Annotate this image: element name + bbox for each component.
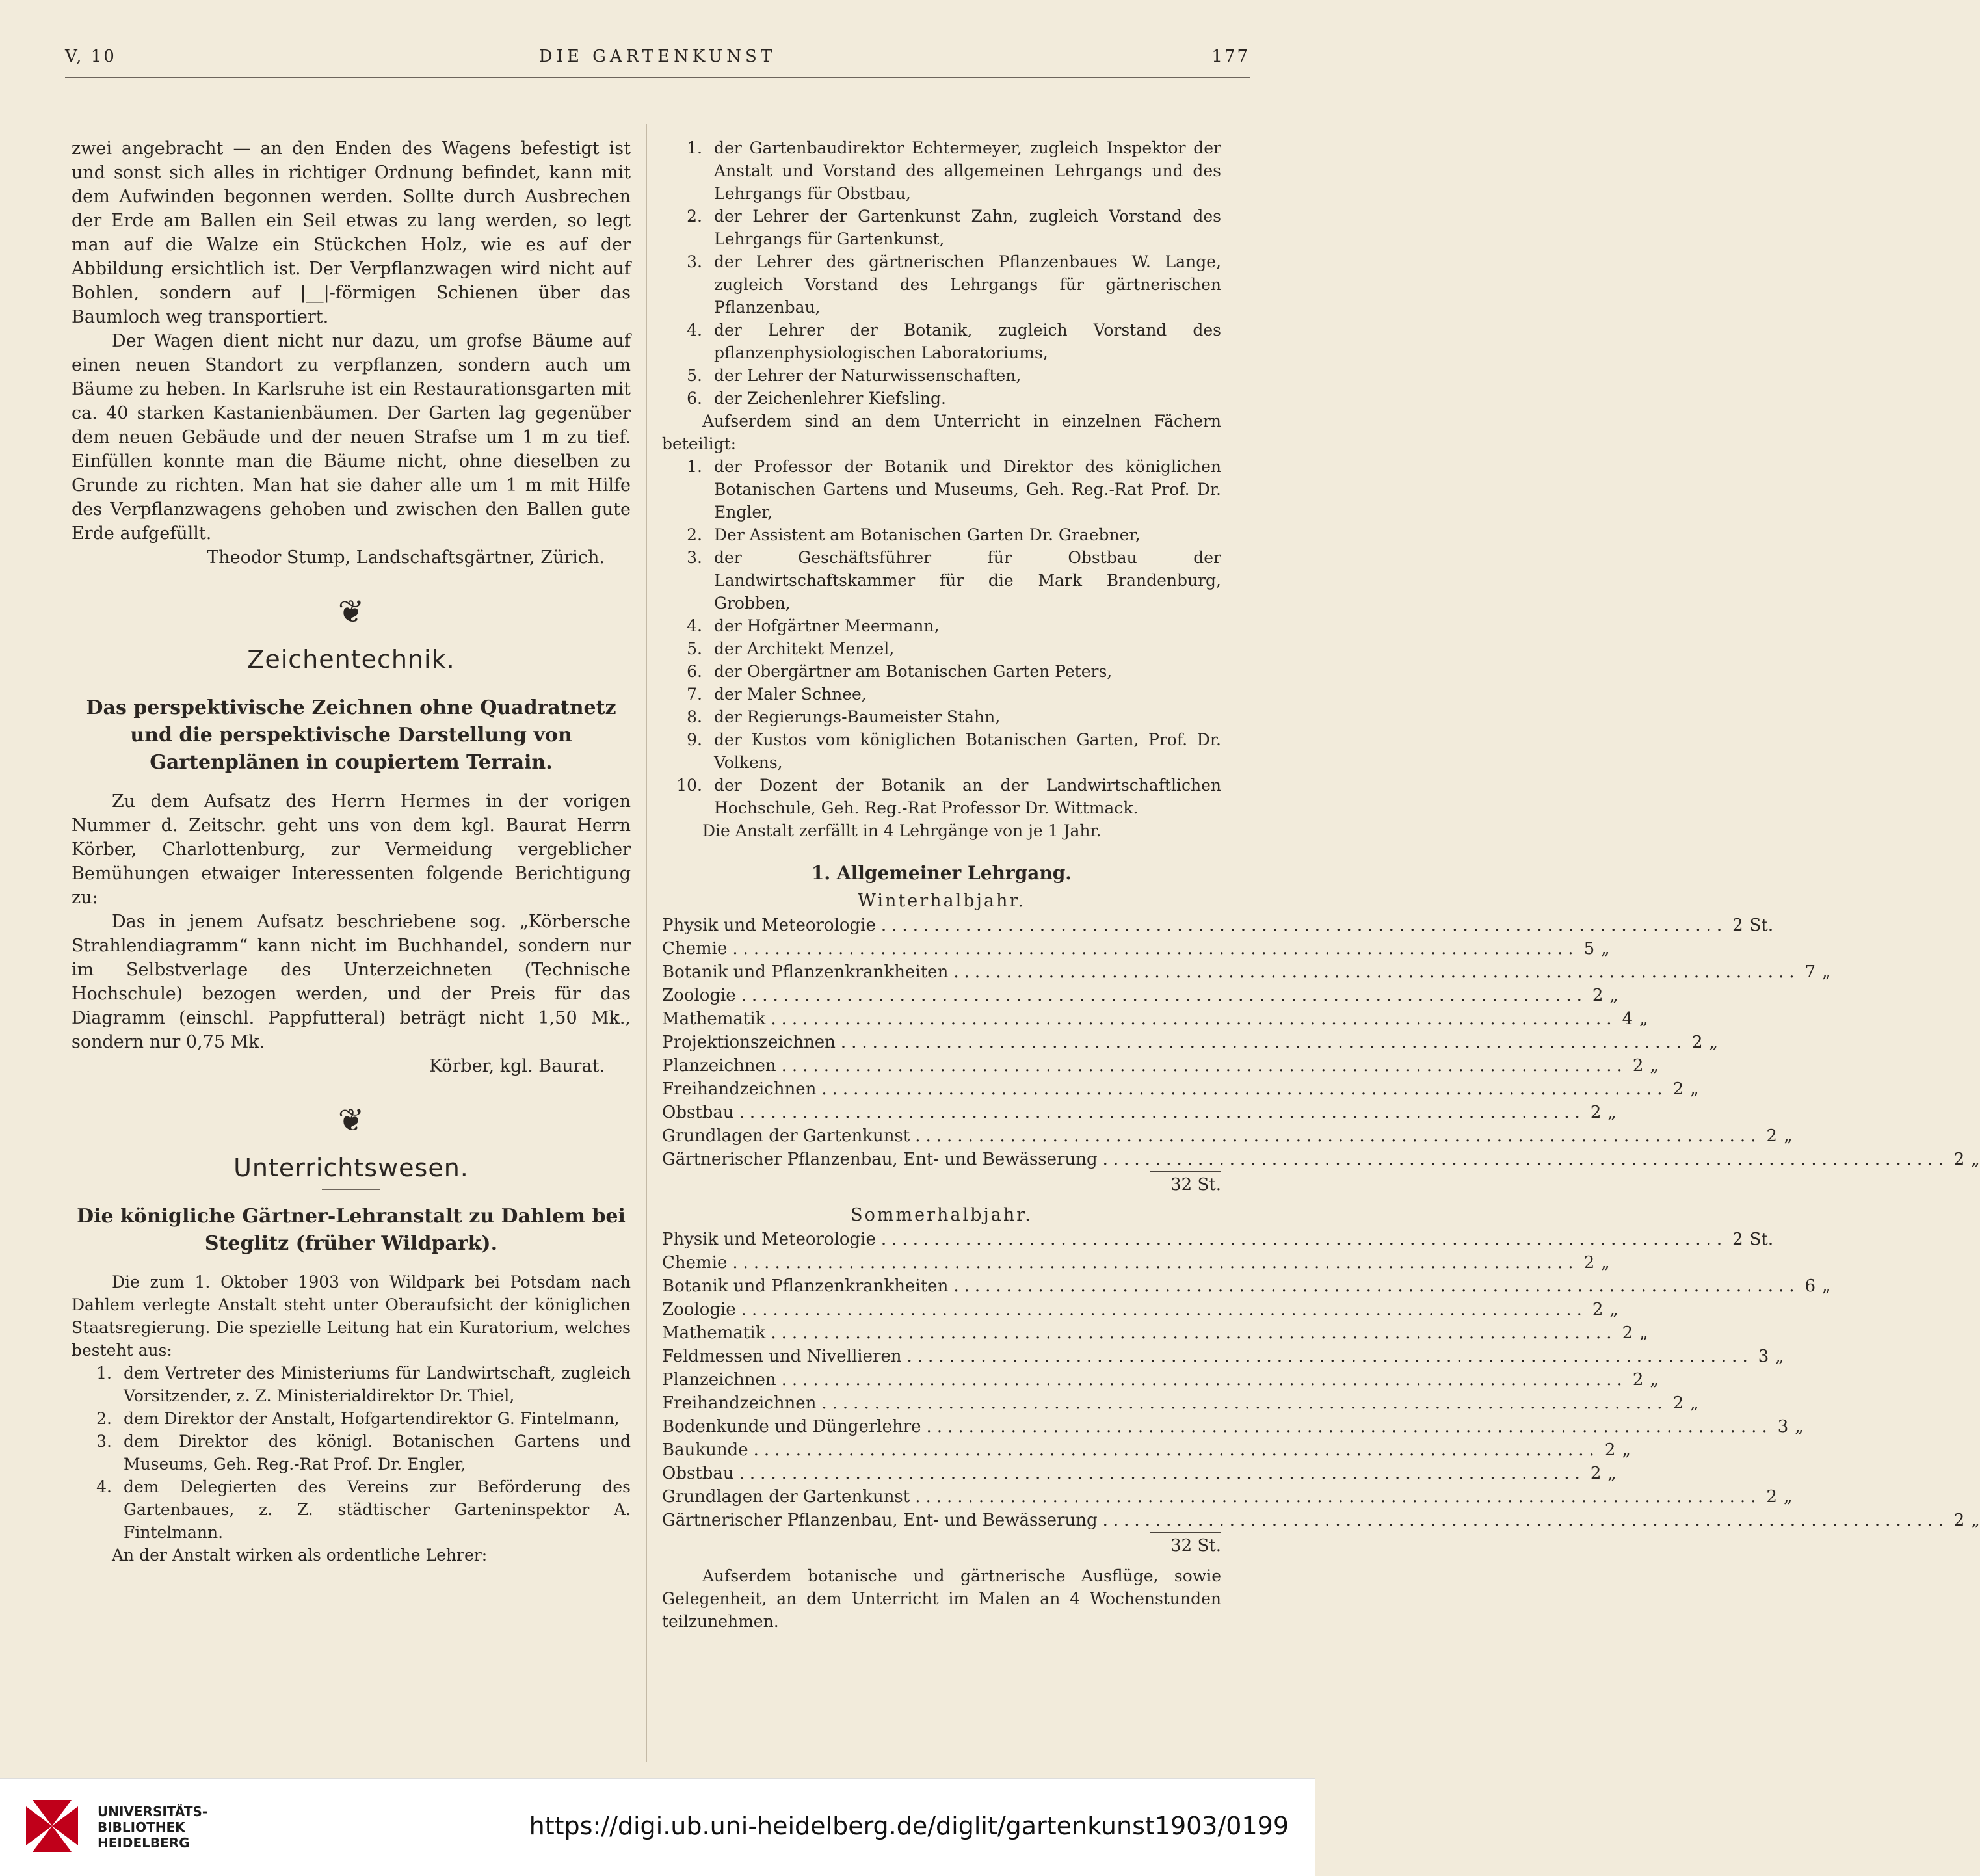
running-header bbox=[65, 47, 1250, 79]
list-item: 5. der Architekt Menzel, bbox=[687, 639, 895, 658]
subject: Grundlagen der Gartenkunst bbox=[662, 1126, 910, 1146]
subject: Mathematik bbox=[662, 1323, 766, 1343]
list-item: 6. der Obergärtner am Botanischen Garten Peters, bbox=[687, 662, 1113, 681]
schedule-row bbox=[662, 1148, 1980, 1171]
subject: Obstbau bbox=[662, 1464, 734, 1483]
leader-dots: ................................................................................ bbox=[915, 1126, 1762, 1146]
schedule-row bbox=[662, 1298, 1618, 1321]
hours: 7 bbox=[1804, 962, 1816, 982]
subject: Mathematik bbox=[662, 1009, 766, 1029]
leader-dots: ................................................................................ bbox=[741, 1300, 1587, 1319]
library-footer bbox=[0, 1778, 1315, 1876]
schedule-row bbox=[662, 1275, 1831, 1298]
unit: „ bbox=[1709, 1033, 1719, 1052]
hours: 2 bbox=[1766, 1126, 1777, 1146]
library-name: UNIVERSITÄTS- BIBLIOTHEK HEIDELBERG bbox=[98, 1804, 208, 1851]
unit: „ bbox=[1622, 1440, 1631, 1460]
column-divider bbox=[646, 124, 647, 1762]
university-library-logo-icon bbox=[20, 1793, 85, 1858]
hours: 2 bbox=[1590, 1464, 1602, 1483]
subject: Freihandzeichnen bbox=[662, 1394, 817, 1413]
signature: Körber, kgl. Baurat. bbox=[429, 1056, 605, 1076]
article-title: Das perspektivische Zeichnen ohne Quadratnetz und die perspektivische Darstellung von Gartenplänen in coupiertem Terrain. bbox=[86, 696, 616, 774]
list-item: 2. dem Direktor der Anstalt, Hofgartendirektor G. Fintelmann, bbox=[96, 1409, 620, 1428]
unit: „ bbox=[1783, 1126, 1793, 1146]
unit: „ bbox=[1775, 1347, 1784, 1366]
schedule-row bbox=[662, 1485, 1793, 1509]
paragraph: An der Anstalt wirken als ordentliche Lehrer: bbox=[112, 1546, 488, 1565]
kuratorium-list bbox=[72, 1362, 631, 1544]
hours: 2 bbox=[1583, 1253, 1595, 1273]
schedule-row bbox=[662, 1124, 1793, 1148]
schedule-row bbox=[662, 960, 1831, 984]
schedule-row bbox=[662, 1077, 1699, 1101]
hours: 2 bbox=[1632, 1370, 1644, 1390]
leader-dots: ................................................................................ bbox=[906, 1347, 1753, 1366]
unit: „ bbox=[1690, 1079, 1699, 1099]
leader-dots: ................................................................................ bbox=[953, 1276, 1800, 1296]
schedule-row bbox=[662, 1251, 1610, 1275]
schedule-row bbox=[662, 1321, 1648, 1345]
schedule-row bbox=[662, 1031, 1719, 1054]
leader-dots: ................................................................................ bbox=[732, 939, 1579, 958]
schedule-row bbox=[662, 914, 1774, 937]
subject: Zoologie bbox=[662, 1300, 736, 1319]
schedule-row bbox=[662, 1509, 1980, 1532]
left-column bbox=[72, 137, 631, 1566]
unit: „ bbox=[1822, 962, 1831, 982]
unit: „ bbox=[1609, 986, 1618, 1005]
schedule-row bbox=[662, 1054, 1659, 1077]
unit: „ bbox=[1601, 939, 1610, 958]
flower-ornament-icon: ❦ bbox=[337, 1102, 365, 1139]
leader-dots: ................................................................................ bbox=[753, 1440, 1600, 1460]
course-heading: 1. Allgemeiner Lehrgang. bbox=[811, 862, 1072, 884]
unit: „ bbox=[1971, 1150, 1980, 1169]
winter-schedule bbox=[662, 914, 1980, 1171]
unit: „ bbox=[1795, 1417, 1804, 1436]
leader-dots: ................................................................................ bbox=[880, 1230, 1728, 1249]
section-heading: Zeichentechnik. bbox=[247, 645, 455, 674]
leader-dots: ................................................................................ bbox=[1102, 1150, 1949, 1169]
unit: „ bbox=[1639, 1323, 1648, 1343]
unit: St. bbox=[1749, 916, 1774, 935]
schedule-row bbox=[662, 1007, 1648, 1031]
leader-dots: ................................................................................ bbox=[771, 1009, 1617, 1029]
summer-total: 32 St. bbox=[1150, 1532, 1221, 1558]
list-item: 3. der Lehrer des gärtnerischen Pflanzenbaues W. Lange, zugleich Vorstand des Lehrgangs für gärtnerischen Pflanzenbau, bbox=[687, 252, 1221, 317]
list-item: 4. dem Delegierten des Vereins zur Beförderung des Gartenbaues, z. Z. städtischer Garteninspektor A. Fintelmann. bbox=[96, 1477, 631, 1542]
unit: „ bbox=[1607, 1103, 1617, 1122]
subject: Botanik und Pflanzenkrankheiten bbox=[662, 962, 949, 982]
hours: 2 bbox=[1672, 1394, 1684, 1413]
subject: Baukunde bbox=[662, 1440, 748, 1460]
list-item: 2. der Lehrer der Gartenkunst Zahn, zugleich Vorstand des Lehrgangs für Gartenkunst, bbox=[687, 207, 1221, 248]
hours: 2 bbox=[1592, 986, 1604, 1005]
hours: 4 bbox=[1622, 1009, 1633, 1029]
leader-dots: ................................................................................ bbox=[739, 1464, 1585, 1483]
leader-dots: ................................................................................ bbox=[821, 1079, 1668, 1099]
unit: „ bbox=[1783, 1487, 1793, 1507]
subject: Planzeichnen bbox=[662, 1056, 776, 1076]
hours: 2 bbox=[1592, 1300, 1604, 1319]
list-item: 2. Der Assistent am Botanischen Garten Dr. Graebner, bbox=[687, 525, 1141, 544]
subject: Feldmessen und Nivellieren bbox=[662, 1347, 902, 1366]
subject: Planzeichnen bbox=[662, 1370, 776, 1390]
hours: 2 bbox=[1732, 1230, 1743, 1249]
hours: 2 bbox=[1590, 1103, 1602, 1122]
schedule-row bbox=[662, 984, 1618, 1007]
schedule-row bbox=[662, 1101, 1617, 1124]
teachers-list bbox=[662, 137, 1221, 410]
schedule-row bbox=[662, 1462, 1617, 1485]
hours: 2 bbox=[1953, 1511, 1965, 1530]
subject: Physik und Meteorologie bbox=[662, 916, 876, 935]
list-item: 4. der Lehrer der Botanik, zugleich Vorstand des pflanzenphysiologischen Laboratoriums, bbox=[687, 321, 1221, 362]
list-item: 7. der Maler Schnee, bbox=[687, 685, 867, 704]
subject: Freihandzeichnen bbox=[662, 1079, 817, 1099]
volume-number: V, 10 bbox=[65, 47, 116, 66]
journal-title: DIE GARTENKUNST bbox=[538, 47, 776, 66]
unit: „ bbox=[1607, 1464, 1617, 1483]
subject: Gärtnerischer Pflanzenbau, Ent- und Bewässerung bbox=[662, 1511, 1098, 1530]
hours: 3 bbox=[1758, 1347, 1769, 1366]
unit: „ bbox=[1971, 1511, 1980, 1530]
hours: 2 bbox=[1692, 1033, 1703, 1052]
subject: Physik und Meteorologie bbox=[662, 1230, 876, 1249]
unit: St. bbox=[1749, 1230, 1774, 1249]
subject: Chemie bbox=[662, 939, 728, 958]
subject: Bodenkunde und Düngerlehre bbox=[662, 1417, 921, 1436]
leader-dots: ................................................................................ bbox=[915, 1487, 1762, 1507]
paragraph: Das in jenem Aufsatz beschriebene sog. „Körbersche Strahlendiagramm“ kann nicht im Buchhandel, sondern nur im Selbstverlage des Unterzeichneten (Technische Hochschule) bezogen werden, und der Preis für das Diagramm (einschl. Pappfutteral) beträgt nicht 1,50 Mk., sondern nur 0,75 Mk. bbox=[72, 912, 631, 1052]
list-item: 4. der Hofgärtner Meermann, bbox=[687, 616, 940, 635]
hours: 2 bbox=[1766, 1487, 1777, 1507]
leader-dots: ................................................................................ bbox=[926, 1417, 1773, 1436]
schedule-row bbox=[662, 1438, 1631, 1462]
schedule-row bbox=[662, 1345, 1784, 1368]
hours: 5 bbox=[1583, 939, 1595, 958]
list-item: 6. der Zeichenlehrer Kiefsling. bbox=[687, 389, 946, 408]
schedule-row bbox=[662, 937, 1610, 960]
list-item: 8. der Regierungs-Baumeister Stahn, bbox=[687, 707, 1001, 726]
hours: 2 bbox=[1632, 1056, 1644, 1076]
subject: Obstbau bbox=[662, 1103, 734, 1122]
list-item: 1. der Professor der Botanik und Direktor des königlichen Botanischen Gartens und Museums, Geh. Reg.-Rat Prof. Dr. Engler, bbox=[687, 457, 1221, 522]
unit: „ bbox=[1822, 1276, 1831, 1296]
leader-dots: ................................................................................ bbox=[732, 1253, 1579, 1273]
list-item: 9. der Kustos vom königlichen Botanischen Garten, Prof. Dr. Volkens, bbox=[687, 730, 1221, 772]
paragraph: Aufserdem sind an dem Unterricht in einzelnen Fächern beteiligt: bbox=[662, 412, 1221, 453]
signature: Theodor Stump, Landschaftsgärtner, Zürich. bbox=[207, 548, 605, 568]
short-rule bbox=[322, 1189, 380, 1190]
paragraph: Die zum 1. Oktober 1903 von Wildpark bei Potsdam nach Dahlem verlegte Anstalt steht unter Oberaufsicht der königlichen Staatsregierung. Die spezielle Leitung hat ein Kuratorium, welches besteht aus: bbox=[72, 1273, 631, 1360]
header-rule bbox=[65, 77, 1250, 78]
paragraph: Zu dem Aufsatz des Herrn Hermes in der vorigen Nummer d. Zeitschr. geht uns von dem kgl. Baurat Herrn Körber, Charlottenburg, zur Vermeidung vergeblicher Bemühungen etwaiger Interessenten folgende Berichtigung zu: bbox=[72, 791, 631, 908]
leader-dots: ................................................................................ bbox=[739, 1103, 1585, 1122]
hours: 2 bbox=[1732, 916, 1743, 935]
permalink-url[interactable]: https://digi.ub.uni-heidelberg.de/diglit/gartenkunst1903/0199 bbox=[529, 1812, 1289, 1840]
section-heading: Unterrichtswesen. bbox=[233, 1154, 469, 1182]
schedule-row bbox=[662, 1368, 1659, 1392]
schedule-row bbox=[662, 1415, 1804, 1438]
unit: „ bbox=[1609, 1300, 1618, 1319]
leader-dots: ................................................................................ bbox=[771, 1323, 1617, 1343]
hours: 2 bbox=[1604, 1440, 1616, 1460]
hours: 2 bbox=[1622, 1323, 1633, 1343]
list-item: 3. dem Direktor des königl. Botanischen Gartens und Museums, Geh. Reg.-Rat Prof. Dr. Engler, bbox=[96, 1432, 631, 1473]
subject: Gärtnerischer Pflanzenbau, Ent- und Bewässerung bbox=[662, 1150, 1098, 1169]
list-item: 1. dem Vertreter des Ministeriums für Landwirtschaft, zugleich Vorsitzender, z. Z. Ministerialdirektor Dr. Thiel, bbox=[96, 1364, 631, 1405]
list-item: 10. der Dozent der Botanik an der Landwirtschaftlichen Hochschule, Geh. Reg.-Rat Professor Dr. Wittmack. bbox=[676, 776, 1221, 817]
other-teachers-list bbox=[662, 455, 1221, 819]
leader-dots: ................................................................................ bbox=[953, 962, 1800, 982]
unit: „ bbox=[1690, 1394, 1699, 1413]
subject: Grundlagen der Gartenkunst bbox=[662, 1487, 910, 1507]
hours: 6 bbox=[1804, 1276, 1816, 1296]
list-item: 1. der Gartenbaudirektor Echtermeyer, zugleich Inspektor der Anstalt und Vorstand des allgemeinen Lehrgangs und des Lehrgangs für Obstbau, bbox=[687, 139, 1221, 203]
subject: Projektionszeichnen bbox=[662, 1033, 836, 1052]
unit: „ bbox=[1601, 1253, 1610, 1273]
list-item: 5. der Lehrer der Naturwissenschaften, bbox=[687, 366, 1022, 385]
unit: „ bbox=[1650, 1370, 1659, 1390]
list-item: 3. der Geschäftsführer für Obstbau der Landwirtschaftskammer für die Mark Brandenburg, Grobben, bbox=[687, 548, 1221, 613]
unit: „ bbox=[1650, 1056, 1659, 1076]
paragraph: Der Wagen dient nicht nur dazu, um grofse Bäume auf einen neuen Standort zu verpflanzen, sondern auch um Bäume zu heben. In Karlsruhe ist ein Restaurationsgarten mit ca. 40 starken Kastanienbäumen. Der Garten lag gegenüber dem neuen Gebäude und der neuen Strafse um 1 m zu tief. Einfüllen konnte man die Bäume nicht, ohne dieselben zu Grunde zu richten. Man hat sie daher alle um 1 m mit Hilfe des Verpflanzwagens gehoben und zwischen den Ballen gute Erde aufgefüllt. bbox=[72, 331, 631, 544]
hours: 2 bbox=[1672, 1079, 1684, 1099]
leader-dots: ................................................................................ bbox=[840, 1033, 1687, 1052]
hours: 2 bbox=[1953, 1150, 1965, 1169]
paragraph: zwei angebracht — an den Enden des Wagens befestigt ist und sonst sich alles in richtiger Ordnung befindet, kann mit dem Aufwinden begonnen werden. Sollte durch Ausbrechen der Erde am Ballen ein Seil etwas zu lang werden, so legt man auf die Walze ein Stückchen Holz, wie es auf der Abbildung ersichtlich ist. Der Verpflanzwagen wird nicht auf Bohlen, sondern auf |__|-förmigen Schienen über das Baumloch weg transportiert. bbox=[72, 139, 631, 327]
right-column bbox=[662, 137, 1980, 1633]
leader-dots: ................................................................................ bbox=[741, 986, 1587, 1005]
subject: Botanik und Pflanzenkrankheiten bbox=[662, 1276, 949, 1296]
unit: „ bbox=[1639, 1009, 1648, 1029]
leader-dots: ................................................................................ bbox=[821, 1394, 1668, 1413]
subject: Chemie bbox=[662, 1253, 728, 1273]
winter-total: 32 St. bbox=[1150, 1171, 1221, 1197]
semester-label: Winterhalbjahr. bbox=[858, 891, 1025, 911]
article-title: Die königliche Gärtner-Lehranstalt zu Dahlem bei Steglitz (früher Wildpark). bbox=[77, 1205, 626, 1255]
leader-dots: ................................................................................ bbox=[781, 1056, 1628, 1076]
paragraph: Aufserdem botanische und gärtnerische Ausflüge, sowie Gelegenheit, an dem Unterricht im Malen an 4 Wochenstunden teilzunehmen. bbox=[662, 1566, 1221, 1631]
summer-schedule bbox=[662, 1228, 1980, 1532]
hours: 3 bbox=[1777, 1417, 1789, 1436]
leader-dots: ................................................................................ bbox=[1102, 1511, 1949, 1530]
subject: Zoologie bbox=[662, 986, 736, 1005]
semester-label: Sommerhalbjahr. bbox=[851, 1205, 1033, 1225]
paragraph: Die Anstalt zerfällt in 4 Lehrgänge von je 1 Jahr. bbox=[702, 821, 1102, 840]
leader-dots: ................................................................................ bbox=[781, 1370, 1628, 1390]
schedule-row bbox=[662, 1392, 1699, 1415]
schedule-row bbox=[662, 1228, 1774, 1251]
leader-dots: ................................................................................ bbox=[880, 916, 1728, 935]
page-number: 177 bbox=[1211, 47, 1250, 66]
flower-ornament-icon: ❦ bbox=[337, 594, 365, 630]
